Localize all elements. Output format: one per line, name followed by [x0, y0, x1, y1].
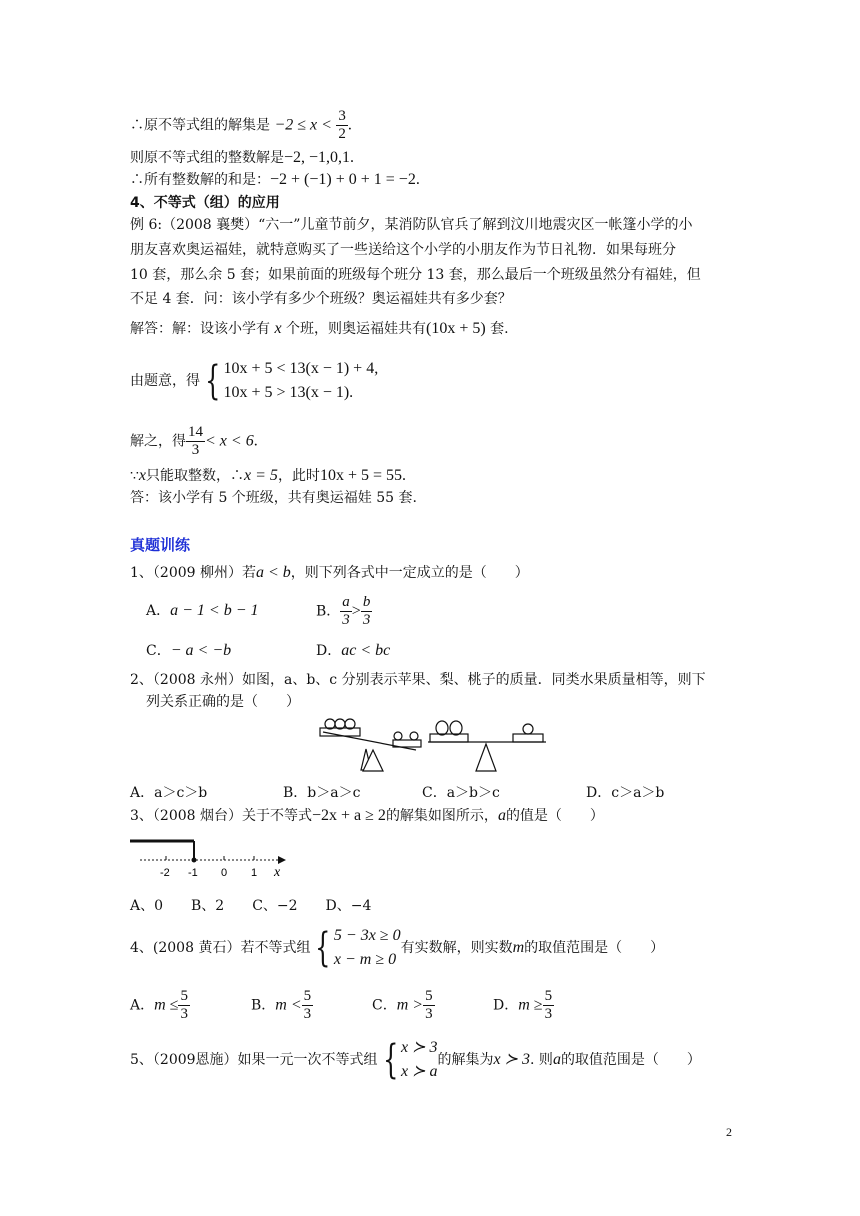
- pear-icon: [450, 721, 462, 735]
- q1-option-a: A．a − 1 < b − 1: [146, 602, 259, 619]
- math: −2 ≤ x <: [274, 116, 332, 134]
- q1-option-c: C．− a < −b: [146, 642, 232, 659]
- right-scale: [428, 721, 546, 771]
- q4-option-a: A．m ≤ $\frac{5}{3}$: [130, 988, 188, 1022]
- number-line-figure: [130, 838, 290, 886]
- solve-line: 解之，得 $\frac{14}{3}$ < x < 6.: [130, 424, 258, 458]
- integer-solutions-line: 则原不等式组的整数解是−2, −1,0,1.: [130, 149, 355, 166]
- question-3: 3、（2008 烟台）关于不等式−2x + a ≥ 2的解集如图所示，a的值是（ ）: [130, 807, 604, 824]
- balance-scale-figure: [318, 716, 548, 774]
- question-1: 1、（2009 柳州）若a < b，则下列各式中一定成立的是（ ）: [130, 564, 529, 581]
- section-heading: 4、不等式（组）的应用: [130, 195, 280, 211]
- q2-option-c: C．a＞b＞c: [422, 785, 500, 801]
- practice-title: 真题训练: [130, 536, 191, 554]
- question-5: 5、（2009恩施）如果一元一次不等式组 { x ≻ 3 x ≻ a 的解集为x ≻ 3. 则a的取值范围是（ ）: [130, 1037, 701, 1083]
- sum-line: ∴所有整数解的和是：−2 + (−1) + 0 + 1 = −2.: [130, 171, 420, 188]
- solution-line: ∴原不等式组的解集是 −2 ≤ x < $\frac{3}{2}$ .: [130, 108, 352, 142]
- q2-option-b: B．b＞a＞c: [283, 785, 361, 801]
- peach-icon: [394, 732, 402, 740]
- example-text: 例 6:（2008 襄樊）“六一”儿童节前夕，某消防队官兵了解到汶川地震灾区一帐篷小学的小: [130, 217, 693, 233]
- question-4: 4、(2008 黄石）若不等式组 { 5 − 3x ≥ 0 x − m ≥ 0 有实数解，则实数m的取值范围是（ ）: [130, 925, 665, 971]
- example-text: 朋友喜欢奥运福娃，就特意购买了一些送给这个小学的小朋友作为节日礼物．如果每班分: [130, 242, 676, 258]
- example-text: 10 套，那么余 5 套；如果前面的班级每个班分 13 套，那么最后一个班级虽然分有福娃，但: [130, 267, 701, 283]
- q1-option-d: D．ac < bc: [316, 642, 391, 659]
- q2-option-d: D．c＞a＞b: [586, 785, 665, 801]
- axis-label: x: [274, 865, 281, 880]
- q4-option-d: D．m ≥ $\frac{5}{3}$: [493, 988, 553, 1022]
- peach-icon: [410, 732, 418, 740]
- equation-system: 由题意，得 { 10x + 5 < 13(x − 1) + 4, 10x + 5 > 13(x − 1).: [130, 358, 379, 404]
- page-number: 2: [726, 1125, 732, 1139]
- q3-options: A、0 B、2 C、−2 D、−4: [130, 898, 372, 914]
- final-answer: 答：该小学有 5 个班级，共有奥运福娃 55 套.: [130, 490, 417, 506]
- apple-icon: [523, 724, 533, 734]
- fraction: $\frac{3}{2}$: [338, 108, 346, 142]
- tick-label: -1: [188, 867, 198, 879]
- pear-icon: [436, 721, 448, 735]
- question-2: 2、（2008 永州）如图，a、b、c 分别表示苹果、梨、桃子的质量．同类水果质量相等，则下: [130, 672, 706, 688]
- q1-option-b: B． $\frac{a}{3}$ > $\frac{b}{3}$: [316, 594, 371, 628]
- left-scale: [320, 719, 421, 771]
- example-text: 不足 4 套．问：该小学有多少个班级？奥运福娃共有多少套？: [130, 291, 512, 307]
- tick-label: -2: [160, 867, 170, 879]
- q4-option-b: B．m < $\frac{5}{3}$: [251, 988, 312, 1022]
- q4-option-c: C．m > $\frac{5}{3}$: [372, 988, 433, 1022]
- integer-line: ∵x只能取整数，∴x = 5，此时10x + 5 = 55.: [130, 467, 406, 484]
- tick-label: 1: [251, 867, 258, 879]
- q2-option-a: A．a＞c＞b: [130, 785, 208, 801]
- answer-line: 解答：解：设该小学有 x 个班，则奥运福娃共有(10x + 5) 套.: [130, 320, 509, 337]
- question-2-cont: 列关系正确的是（ ）: [146, 694, 300, 710]
- tick-label: 0: [221, 867, 228, 879]
